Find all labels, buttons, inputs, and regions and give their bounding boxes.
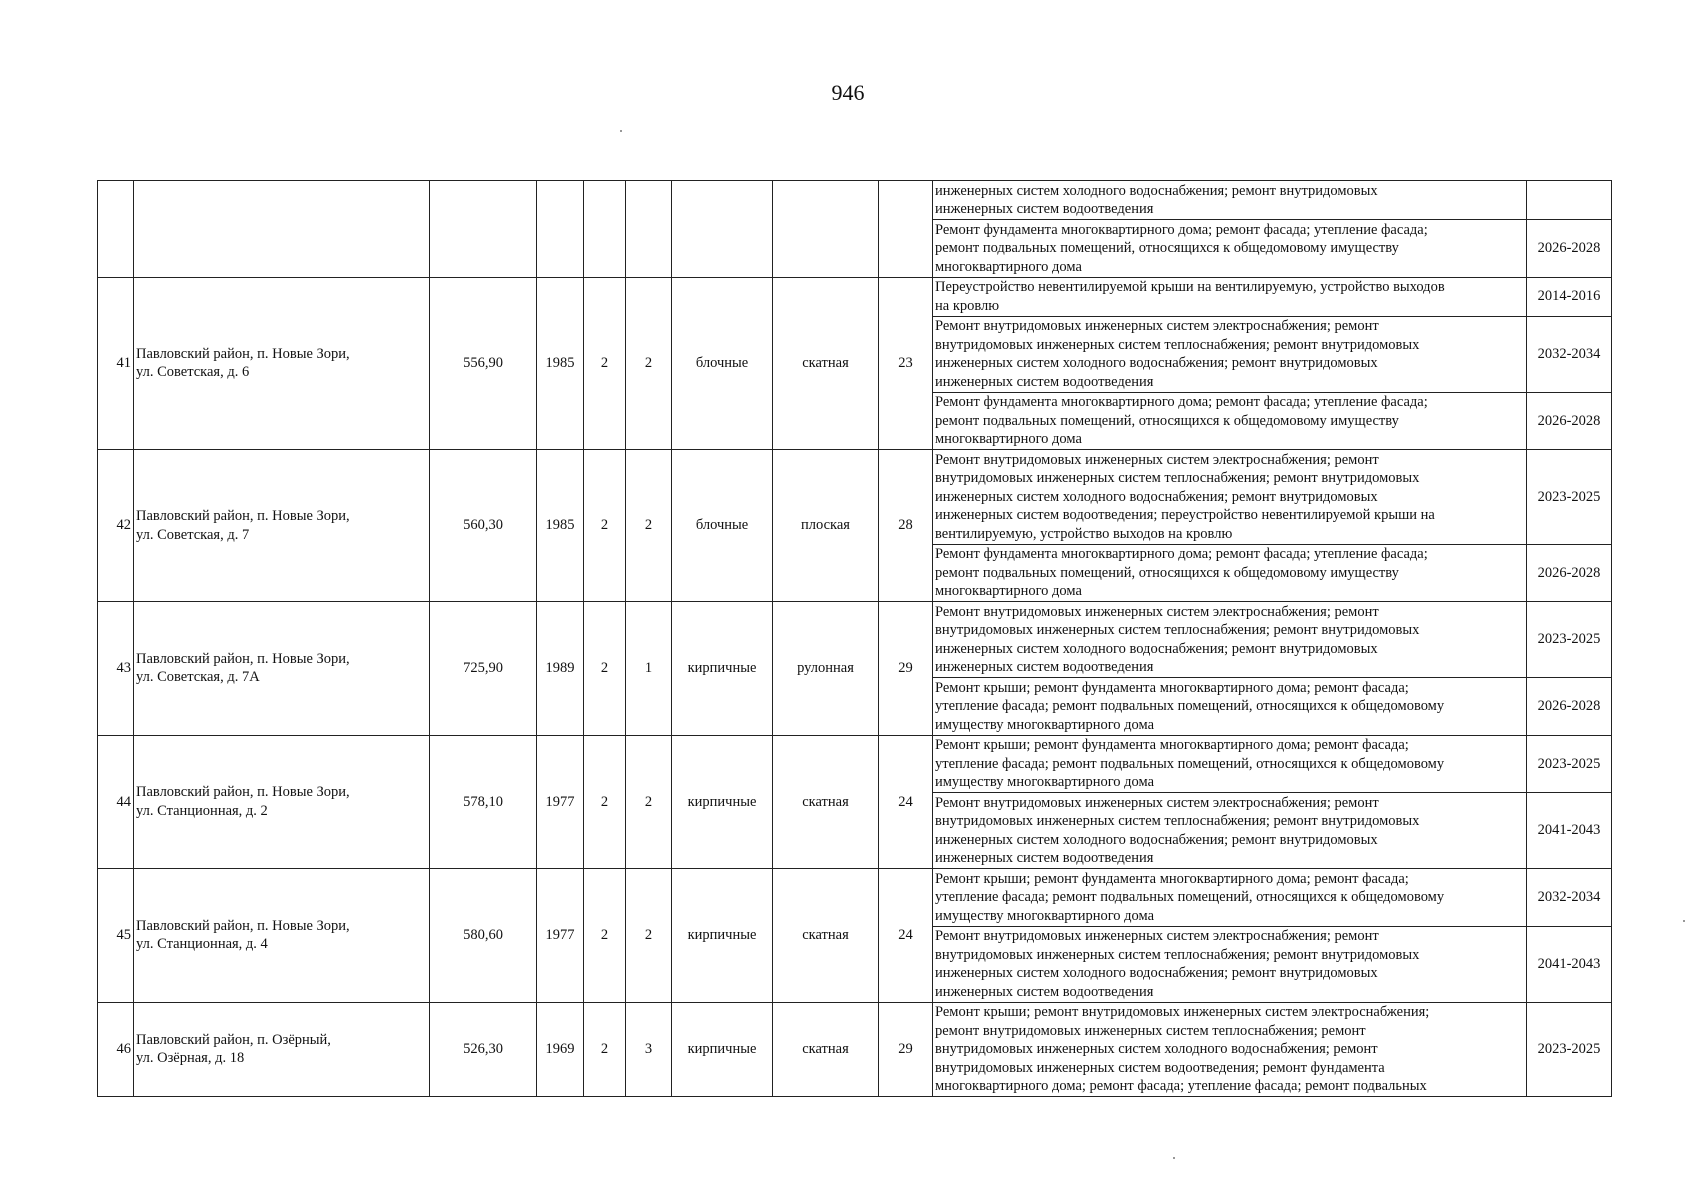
walls-material-cell: блочные (672, 277, 773, 450)
period-cell: 2026-2028 (1527, 392, 1612, 450)
period-cell: 2032-2034 (1527, 316, 1612, 392)
scan-speck (1173, 1157, 1175, 1159)
table-row (98, 735, 1612, 793)
works-cell: Ремонт внутридомовых инженерных систем электроснабжения; ремонт внутридомовых инженерных систем теплоснабжения; ремонт внутридомовых инженерных систем холодного водоснабжения; ремонт внутридомовых инженерных систем водоотведения (933, 602, 1527, 678)
period-cell: 2026-2028 (1527, 220, 1612, 278)
empty-cell (626, 181, 672, 278)
entrances-cell: 2 (626, 277, 672, 450)
year-cell: 1977 (537, 869, 584, 1003)
year-cell: 1969 (537, 1002, 584, 1097)
empty-cell (584, 181, 626, 278)
address-cell: Павловский район, п. Озёрный, ул. Озёрная, д. 18 (134, 1002, 430, 1097)
roof-type-cell: скатная (773, 277, 879, 450)
entrances-cell: 2 (626, 869, 672, 1003)
address-cell: Павловский район, п. Новые Зори, ул. Советская, д. 6 (134, 277, 430, 450)
entrances-cell: 3 (626, 1002, 672, 1097)
floors-cell: 2 (584, 277, 626, 450)
works-cell: Ремонт фундамента многоквартирного дома; ремонт фасада; утепление фасада; ремонт подвальных помещений, относящихся к общедомовому имуществу многоквартирного дома (933, 220, 1527, 278)
entrances-cell: 1 (626, 602, 672, 736)
empty-cell (773, 181, 879, 278)
table-row (98, 869, 1612, 927)
year-cell: 1985 (537, 450, 584, 602)
roof-type-cell: плоская (773, 450, 879, 602)
period-cell: 2014-2016 (1527, 277, 1612, 316)
period-cell: 2023-2025 (1527, 602, 1612, 678)
period-cell: 2041-2043 (1527, 926, 1612, 1002)
period-cell: 2023-2025 (1527, 450, 1612, 545)
walls-material-cell: кирпичные (672, 1002, 773, 1097)
roof-type-cell: скатная (773, 735, 879, 869)
empty-cell (134, 181, 430, 278)
table-row (98, 450, 1612, 545)
row-number-cell: 45 (98, 869, 134, 1003)
works-cell: Ремонт фундамента многоквартирного дома; ремонт фасада; утепление фасада; ремонт подвальных помещений, относящихся к общедомовому имуществу многоквартирного дома (933, 392, 1527, 450)
table-row (98, 602, 1612, 678)
area-cell: 526,30 (430, 1002, 537, 1097)
roof-type-cell: рулонная (773, 602, 879, 736)
row-number-cell: 41 (98, 277, 134, 450)
row-number-cell: 43 (98, 602, 134, 736)
address-cell: Павловский район, п. Новые Зори, ул. Советская, д. 7А (134, 602, 430, 736)
area-cell: 578,10 (430, 735, 537, 869)
empty-cell (430, 181, 537, 278)
residents-cell: 24 (879, 869, 933, 1003)
roof-type-cell: скатная (773, 1002, 879, 1097)
row-number-cell: 46 (98, 1002, 134, 1097)
floors-cell: 2 (584, 602, 626, 736)
year-cell: 1985 (537, 277, 584, 450)
address-cell: Павловский район, п. Новые Зори, ул. Станционная, д. 2 (134, 735, 430, 869)
area-cell: 556,90 (430, 277, 537, 450)
entrances-cell: 2 (626, 735, 672, 869)
period-cell: 2026-2028 (1527, 544, 1612, 602)
area-cell: 725,90 (430, 602, 537, 736)
period-cell: 2032-2034 (1527, 869, 1612, 927)
scan-speck (1683, 920, 1685, 922)
works-cell: Ремонт крыши; ремонт внутридомовых инженерных систем электроснабжения; ремонт внутридомовых инженерных систем теплоснабжения; ремонт внутридомовых инженерных систем холодного водоснабжения; ремонт внутридомовых инженерных систем водоотведения; ремонт фундамента многоквартирного дома; ремонт фасада; утепление фасада; ремонт подвальных (933, 1002, 1527, 1097)
table-row (98, 277, 1612, 316)
walls-material-cell: кирпичные (672, 869, 773, 1003)
empty-cell (98, 181, 134, 278)
works-cell: Ремонт крыши; ремонт фундамента многоквартирного дома; ремонт фасада; утепление фасада; ремонт подвальных помещений, относящихся к общедомовому имуществу многоквартирного дома (933, 869, 1527, 927)
empty-cell (879, 181, 933, 278)
year-cell: 1977 (537, 735, 584, 869)
row-number-cell: 44 (98, 735, 134, 869)
roof-type-cell: скатная (773, 869, 879, 1003)
residents-cell: 29 (879, 602, 933, 736)
scan-speck (620, 130, 622, 132)
walls-material-cell: кирпичные (672, 735, 773, 869)
capital-repair-table (97, 180, 1612, 1097)
works-cell: Переустройство невентилируемой крыши на вентилируемую, устройство выходов на кровлю (933, 277, 1527, 316)
works-cell: инженерных систем холодного водоснабжения; ремонт внутридомовых инженерных систем водоотведения (933, 181, 1527, 220)
period-cell: 2023-2025 (1527, 1002, 1612, 1097)
row-number-cell: 42 (98, 450, 134, 602)
address-cell: Павловский район, п. Новые Зори, ул. Станционная, д. 4 (134, 869, 430, 1003)
works-cell: Ремонт внутридомовых инженерных систем электроснабжения; ремонт внутридомовых инженерных систем теплоснабжения; ремонт внутридомовых инженерных систем холодного водоснабжения; ремонт внутридомовых инженерных систем водоотведения (933, 316, 1527, 392)
residents-cell: 24 (879, 735, 933, 869)
works-cell: Ремонт внутридомовых инженерных систем электроснабжения; ремонт внутридомовых инженерных систем теплоснабжения; ремонт внутридомовых инженерных систем холодного водоснабжения; ремонт внутридомовых инженерных систем водоотведения; переустройство невентилируемой крыши на вентилируемую, устройство выходов на кровлю (933, 450, 1527, 545)
works-cell: Ремонт крыши; ремонт фундамента многоквартирного дома; ремонт фасада; утепление фасада; ремонт подвальных помещений, относящихся к общедомовому имуществу многоквартирного дома (933, 678, 1527, 736)
year-cell: 1989 (537, 602, 584, 736)
table-row (98, 181, 1612, 220)
period-cell (1527, 181, 1612, 220)
residents-cell: 23 (879, 277, 933, 450)
empty-cell (537, 181, 584, 278)
area-cell: 580,60 (430, 869, 537, 1003)
floors-cell: 2 (584, 450, 626, 602)
address-cell: Павловский район, п. Новые Зори, ул. Советская, д. 7 (134, 450, 430, 602)
floors-cell: 2 (584, 1002, 626, 1097)
residents-cell: 29 (879, 1002, 933, 1097)
period-cell: 2026-2028 (1527, 678, 1612, 736)
table-row (98, 1002, 1612, 1097)
page-number: 946 (831, 80, 865, 105)
works-cell: Ремонт внутридомовых инженерных систем электроснабжения; ремонт внутридомовых инженерных систем теплоснабжения; ремонт внутридомовых инженерных систем холодного водоснабжения; ремонт внутридомовых инженерных систем водоотведения (933, 926, 1527, 1002)
floors-cell: 2 (584, 735, 626, 869)
works-cell: Ремонт фундамента многоквартирного дома; ремонт фасада; утепление фасада; ремонт подвальных помещений, относящихся к общедомовому имуществу многоквартирного дома (933, 544, 1527, 602)
empty-cell (672, 181, 773, 278)
table-body (98, 181, 1612, 1097)
entrances-cell: 2 (626, 450, 672, 602)
works-cell: Ремонт внутридомовых инженерных систем электроснабжения; ремонт внутридомовых инженерных систем теплоснабжения; ремонт внутридомовых инженерных систем холодного водоснабжения; ремонт внутридомовых инженерных систем водоотведения (933, 793, 1527, 869)
walls-material-cell: кирпичные (672, 602, 773, 736)
walls-material-cell: блочные (672, 450, 773, 602)
residents-cell: 28 (879, 450, 933, 602)
period-cell: 2041-2043 (1527, 793, 1612, 869)
area-cell: 560,30 (430, 450, 537, 602)
works-cell: Ремонт крыши; ремонт фундамента многоквартирного дома; ремонт фасада; утепление фасада; ремонт подвальных помещений, относящихся к общедомовому имуществу многоквартирного дома (933, 735, 1527, 793)
floors-cell: 2 (584, 869, 626, 1003)
period-cell: 2023-2025 (1527, 735, 1612, 793)
